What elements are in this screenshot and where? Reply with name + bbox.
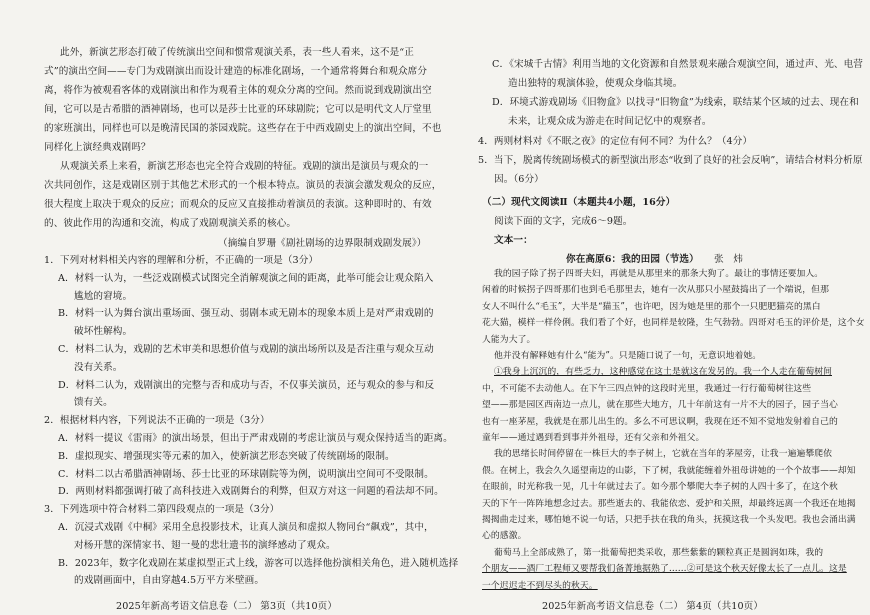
article-line: 童年——通过遇到看到事并外祖母，还有父亲和外祖父。 (482, 433, 705, 443)
article-line: 天的下午一阵阵地想念过去。那些逝去的、我能依恋、爱护和关照，却最终远离一个我还在地揭 (482, 498, 856, 509)
paragraph-line: 的家班演出，同样也可以是晚清民国的茶园戏院。这些存在于中西戏剧史上的演出空间，不也 (44, 123, 442, 134)
article-line: 心的感激。 (482, 531, 527, 542)
option-continued: 馈有关。 (74, 397, 113, 409)
paragraph-line: 式”的演出空间——专门为戏剧演出而设计建造的标准化剧场，一个通常将舞台和观众席分 (44, 66, 428, 77)
option-continued: 未来，让观众成为游走在时间记忆中的观察者。 (508, 116, 712, 127)
source-citation: （摘编自罗珊《剧社剧场的边界限制戏剧发展》） (218, 238, 427, 249)
article-line: 中，不可能不去动他人。在下午三四点钟的这段时光里，我通过一行行葡萄树往这些 (482, 383, 812, 394)
paragraph-line: 间，它可以是古希腊的酒神剧场，也可以是莎士比亚的环球剧院；它可以是明代文人厅堂里 (44, 104, 432, 115)
article-line: 花大猫，模样一样伶俐。我们看了个好，也同样是较隆，生气勃勃。四哥对毛玉的评价是，这个女 (482, 318, 865, 329)
paragraph-line: 从观演关系上来看，新演艺形态也完全符合戏剧的特征。戏剧的演出是演员与观众的一 (60, 161, 429, 172)
paragraph-line: 此外，新演艺形态打破了传统演出空间和惯常观演关系，表一些人看来，这不是“正 (60, 47, 414, 58)
option-continued: 对杨开慧的深情家书、翅一曼的悲壮遗书的演绎感动了观众。 (74, 539, 336, 551)
option-b: B．2023年，数字化戏剧在某虚拟型正式上线，游客可以选择他扮演相关角色，进入随机选择 (58, 557, 459, 569)
article-line: 望——那是园区西南边一点儿，就在那些大地方，几十年前这有一片不大的园子，园子当心 (482, 400, 838, 411)
article-line: 葡萄马上全部成熟了，第一批葡萄把类采收，那些紫紫的颗粒真正是圆润如珠，我的 (494, 547, 824, 558)
option-c: C．材料二认为，戏剧的艺术审美和思想价值与戏剧的演出场所以及是否注重与观众互动 (58, 344, 434, 355)
paragraph-line: 的、彼此作用的沟通和交流，构成了戏剧观演关系的核心。 (44, 218, 297, 229)
article-line: 偎。在树上，我会久久遥望南边的山影，下了树，我就能缠着外祖母讲她的一个个故事——却知 (482, 465, 856, 476)
reading-instruction: 阅读下面的文字，完成6～9题。 (494, 216, 633, 227)
article-line: 女人不叫什么“毛玉”，大半是“猫玉”，也许吧，因为她是里的那个一只肥肥猫亮的黑白 (482, 301, 821, 312)
article-line: 我的思绪长时间停留在一株巨大的李子树上，它就在当年的茅屋旁，让我一遍遍攀爬依 (494, 449, 833, 460)
page-4 (478, 0, 870, 615)
article-line: 揭揭曲走过来，哪怕她不说一句话，只把手扶在我的角头，抚摸这我一个头发吧。我也会涌出满 (482, 515, 856, 525)
option-continued: 的戏剧画面中，自由穿越4.5万平方米壁画。 (74, 575, 265, 587)
option-a: A．材料一提议《雷雨》的演出场景，但出于严肃戏剧的考虑让演员与观众保持适当的距离。 (58, 433, 453, 444)
article-line: 在眼前，时光称我一见，几十年就过去了。如今那个攀爬大李子树的人四十多了，在这个秋 (482, 482, 838, 493)
underlined-sentence-2-end: 一个迟迟走不到尽头的秋天。 (482, 580, 598, 591)
article-title: 你在高原6：我的田园（节选） (566, 254, 699, 265)
option-a: A．材料一认为，一些泛戏剧模式试图完全消解观演之间的距离，此举可能会让观众陷入 (58, 272, 434, 284)
paragraph-line: 同样化上演经典戏剧吗？ (44, 142, 151, 153)
option-b: B．虚拟现实、增强现实等元素的加入，使新演艺形态突破了传统剧场的限制。 (58, 450, 395, 462)
option-d: D．两则材料都强调打破了高科技进入戏剧舞台的利弊，但双方对这一问题的看法却不同。 (58, 486, 444, 498)
option-d: D．材料二认为，戏剧演出的完整与否和成功与否，不仅事关演员，还与观众的参与和反 (58, 379, 435, 391)
option-continued: 尴尬的窘境。 (74, 290, 133, 302)
question-5: 5．当下，脱离传统剧场模式的新型演出形态“收到了良好的社会反响”，请结合材料分析原 (478, 155, 863, 166)
option-b: B．材料一认为舞台演出重场面、强互动、弱剧本或无剧本的现象本质上是对严肃戏剧的 (58, 308, 434, 320)
article-author: 张 炜 (714, 254, 744, 265)
question-4: 4．两则材料对《不眠之夜》的定位有何不同？为什么？（4分） (478, 136, 753, 147)
option-c: C．《宋城千古情》利用当地的文化资源和自然景观来融合观演空间，通过声、光、电营 (492, 59, 864, 70)
article-line: 个朋友——酒厂工程师又要帮我们备菁地据熟了……②可是这个秋天好像太长了一点儿。这是 (482, 564, 847, 575)
option-c: C．材料二以古希腊酒神剧场、莎士比亚的环球剧院等为例，说明演出空间可不受限制。 (58, 468, 434, 480)
article-line: 他并没有解释她有什么“能为”。只是随口说了一句，无意识地着她。 (494, 351, 762, 361)
option-continued: 没有关系。 (74, 361, 123, 373)
option-a: A．沉浸式戏剧《中桐》采用全息投影技术，让真人演员和虚拟人物同台“飙戏”，其中， (58, 522, 434, 533)
question-1-stem: 1．下列对材料相关内容的理解和分析，不正确的一项是（3分） (44, 255, 319, 266)
page-footer: 2025年新高考语文信息卷（二） 第3页（共10页） (116, 601, 338, 612)
paragraph-line: 次共同创作，这是戏剧区别于其他艺术形式的一个根本特点。演员的表演会激发观众的反应， (44, 180, 442, 191)
question-2-stem: 2．根据材料内容，下列说法不正确的一项是（3分） (44, 415, 270, 427)
question-5-continued: 因。（6分） (494, 174, 544, 185)
article-line: 人能为大了。 (482, 334, 536, 345)
option-continued: 破坏性解构。 (74, 326, 133, 338)
article-line: 闲着的时候拐子四哥那们也到毛毛那里去，她有一次从那只小屋鼓捣出了一个端说，但那 (482, 285, 829, 296)
option-d: D．环境式游戏剧场《旧物盒》以找寻“旧物盒”为线索，联结某个区域的过去、现在和 (492, 97, 859, 108)
text-label: 文本一： (494, 235, 533, 246)
page-footer: 2025年新高考语文信息卷（二） 第4页（共10页） (542, 601, 764, 612)
article-line: 我的园子除了拐子四哥夫妇，再就是从那里来的那条大狗了。最让的事情还要加人。 (494, 269, 824, 279)
paragraph-line: 离，将作为被观看客体的戏剧演出和作为观看主体的观众分离的空间。然而说到戏剧演出空 (44, 85, 432, 96)
option-continued: 造出独特的观演体验，使观众身临其境。 (508, 78, 683, 89)
question-3-stem: 3．下列选项中符合材料二第四段观点的一项是（3分） (44, 504, 280, 516)
underlined-sentence-1: ①我身上沉沉的，有些乏力，这种感觉在这土是就这在发另的。我一个人走在葡萄树间 (494, 367, 833, 378)
article-line: 也有一座茅屋，我就是在那儿出生的。多么不可思议啊，我现在还不知不觉地发射着自己的 (482, 416, 838, 427)
section-title: （二）现代文阅读Ⅱ（本题共4小题，16分） (482, 197, 676, 208)
paragraph-line: 很大程度上取决于观众的反应；而观众的反应又直接推动着演员的表演。这种即时的、有效 (44, 199, 432, 210)
